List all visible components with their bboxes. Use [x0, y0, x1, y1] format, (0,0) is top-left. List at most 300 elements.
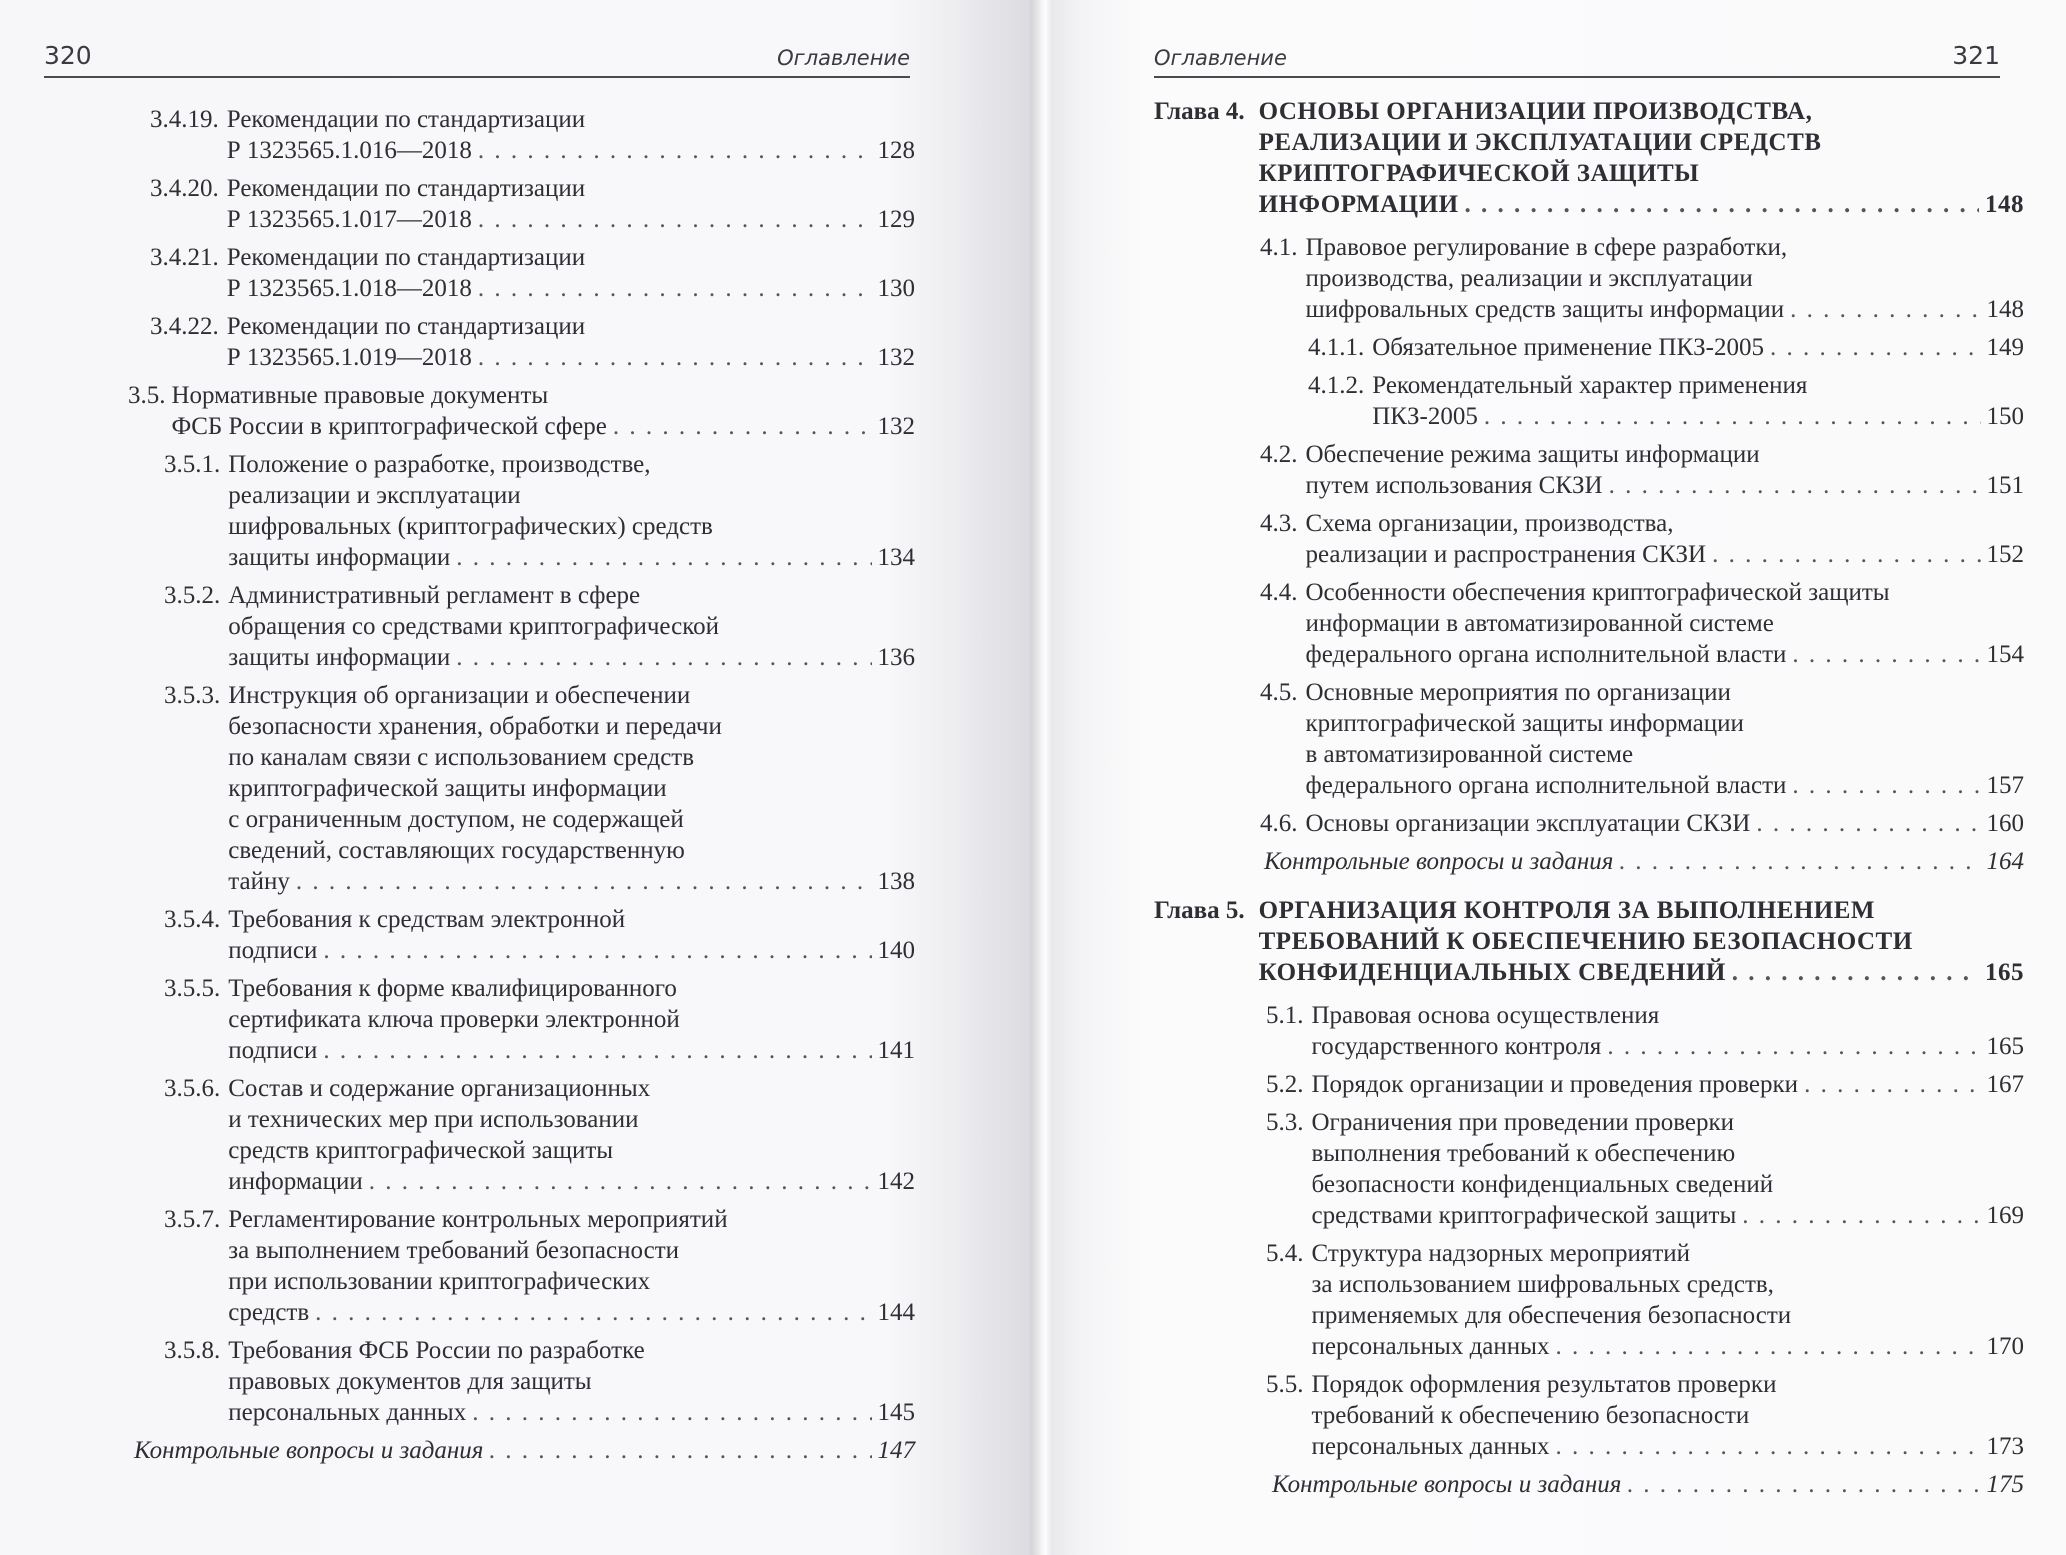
title-last-line [228, 1166, 915, 1197]
toc-entry-row [164, 1335, 915, 1428]
title-line: ОСНОВЫ ОРГАНИЗАЦИИ ПРОИЗВОДСТВА, [1258, 98, 1813, 125]
title-line: реализации и распространения СКЗИ [1305, 541, 1707, 568]
toc-entry-row [1154, 96, 2024, 220]
dot-leader [1609, 470, 1981, 501]
toc-control-questions[interactable] [134, 1435, 915, 1466]
title-line: Правовая основа осуществления [1311, 1002, 1660, 1029]
title-line: Положение о разработке, производстве, [228, 451, 651, 478]
title-last-line [227, 342, 915, 373]
section-title [172, 380, 916, 442]
section-number: 3.4.19. [150, 106, 219, 133]
title-last-line [227, 273, 915, 304]
title-last-line [1372, 332, 2024, 363]
title-line: Правовое регулирование в сфере разработки, [1305, 234, 1788, 261]
title-line: Р 1323565.1.017—2018 [226, 206, 472, 233]
title-line: КРИПТОГРАФИЧЕСКОЙ ЗАЩИТЫ [1258, 160, 1700, 187]
title-line: безопасности конфиденциальных сведений [1311, 1171, 1774, 1198]
toc-entry[interactable] [1260, 808, 2024, 839]
title-line: сертификата ключа проверки электронной [228, 1006, 680, 1033]
title-last-line [227, 204, 915, 235]
page-reference[interactable]: 173 [1986, 1433, 2024, 1460]
title-line: информации в автоматизированной системе [1305, 610, 1774, 637]
title-line: реализации и эксплуатации [228, 482, 521, 509]
left-page-number: 320 [44, 41, 92, 70]
title-line: Административный регламент в сфере [228, 582, 641, 609]
section-title [1259, 96, 2024, 220]
section-number: 4.6. [1260, 810, 1298, 837]
section-number: 3.5.7. [164, 1206, 221, 1233]
right-page-number: 321 [1952, 41, 2000, 70]
dot-leader [1770, 332, 1981, 363]
title-line: персональных данных [228, 1399, 467, 1426]
toc-entry[interactable] [128, 380, 915, 442]
title-line: Схема организации, производства, [1305, 510, 1674, 537]
dot-leader [1627, 1469, 1980, 1500]
title-line: за выполнением требований безопасности [228, 1237, 679, 1264]
title-last-line [1259, 957, 2024, 988]
page-reference[interactable]: 132 [877, 344, 915, 371]
title-line: с ограниченным доступом, не содержащей [228, 806, 684, 833]
title-line: подписи [228, 1037, 318, 1064]
title-line: Порядок организации и проведения проверки [1311, 1071, 1799, 1098]
toc-entry-row [1266, 1107, 2024, 1231]
title-line: защиты информации [228, 644, 451, 671]
toc-entry-row [1266, 1000, 2024, 1062]
section-number: 3.5.3. [164, 682, 221, 709]
right-running-title: Оглавление [1154, 46, 1287, 70]
right-toc-list [1154, 96, 2024, 1507]
title-line: за использованием шифровальных средств, [1311, 1271, 1774, 1298]
dot-leader [1484, 401, 1981, 432]
section-title [228, 1335, 915, 1428]
title-last-line [1312, 1331, 2025, 1362]
page-reference[interactable]: 129 [877, 206, 915, 233]
dot-leader [315, 1297, 871, 1328]
dot-leader [1607, 1031, 1980, 1062]
section-title [228, 580, 915, 673]
title-line: Р 1323565.1.018—2018 [226, 275, 472, 302]
toc-entry-row [150, 311, 915, 373]
dot-leader [489, 1435, 871, 1466]
section-number: 3.5. [128, 382, 166, 409]
toc-entry[interactable] [164, 580, 915, 673]
toc-entry-row [150, 173, 915, 235]
section-number: 4.5. [1260, 679, 1298, 706]
title-line: Рекомендации по стандартизации [226, 313, 586, 340]
toc-entry[interactable] [1266, 1238, 2024, 1362]
toc-entry[interactable] [1266, 1069, 2024, 1100]
dot-leader [296, 866, 872, 897]
toc-entry-row [1272, 1469, 2024, 1500]
page-reference[interactable]: 142 [877, 1168, 915, 1195]
toc-entry-row [164, 680, 915, 897]
section-number: 3.5.1. [164, 451, 221, 478]
section-number: 3.5.5. [164, 975, 221, 1002]
title-line: Р 1323565.1.019—2018 [226, 344, 472, 371]
dot-leader [456, 542, 871, 573]
toc-control-questions[interactable] [1272, 1469, 2024, 1500]
title-line: правовых документов для защиты [228, 1368, 592, 1395]
dot-leader [1804, 1069, 1980, 1100]
title-last-line [1312, 1069, 2025, 1100]
title-line: производства, реализации и эксплуатации [1305, 265, 1753, 292]
toc-entry[interactable] [150, 173, 915, 235]
title-line: персональных данных [1311, 1433, 1550, 1460]
title-last-line [228, 1297, 915, 1328]
page-reference[interactable]: 134 [877, 544, 915, 571]
toc-entry[interactable] [1260, 508, 2024, 570]
title-last-line [1306, 808, 2025, 839]
section-title [1259, 895, 2024, 988]
title-line: Обязательное применение ПКЗ-2005 [1372, 334, 1764, 361]
title-line: защиты информации [228, 544, 451, 571]
section-title [1312, 1000, 2025, 1062]
page-reference[interactable]: 154 [1986, 641, 2024, 668]
section-title [1306, 508, 2025, 570]
title-line: применяемых для обеспечения безопасности [1311, 1302, 1792, 1329]
section-title [1372, 332, 2024, 363]
section-number: 4.1. [1260, 234, 1298, 261]
section-number: 3.5.4. [164, 906, 221, 933]
dot-leader [1742, 1200, 1980, 1231]
page-reference[interactable]: 149 [1986, 334, 2024, 361]
section-title [227, 104, 915, 166]
title-line: Рекомендательный характер применения [1372, 372, 1808, 399]
title-last-line [1306, 539, 2025, 570]
section-title [227, 173, 915, 235]
toc-entry[interactable] [1308, 370, 2024, 432]
title-line: Основные мероприятия по организации [1305, 679, 1731, 706]
page-reference[interactable]: 164 [1986, 848, 2024, 875]
section-number: 5.1. [1266, 1002, 1304, 1029]
section-number: 5.5. [1266, 1371, 1304, 1398]
title-line: Основы организации эксплуатации СКЗИ [1305, 810, 1751, 837]
title-last-line [227, 135, 915, 166]
section-title [228, 449, 915, 573]
toc-entry[interactable] [150, 242, 915, 304]
page-reference[interactable]: 151 [1986, 472, 2024, 499]
page-reference[interactable]: 136 [877, 644, 915, 671]
toc-entry-row [1266, 1369, 2024, 1462]
dot-leader [478, 135, 872, 166]
toc-entry-row [1260, 508, 2024, 570]
title-line: Порядок оформления результатов проверки [1311, 1371, 1777, 1398]
right-page [1040, 0, 2066, 1555]
dot-leader [1555, 1431, 1980, 1462]
toc-entry-row [134, 1435, 915, 1466]
toc-entry-row [150, 104, 915, 166]
toc-entry-row [164, 580, 915, 673]
section-number: 4.1.1. [1308, 334, 1365, 361]
title-last-line [1306, 639, 2025, 670]
title-line: федерального органа исполнительной власти [1305, 772, 1787, 799]
toc-entry-row [1260, 439, 2024, 501]
title-last-line [1312, 1431, 2025, 1462]
toc-entry-row [164, 1073, 915, 1197]
section-number: 4.2. [1260, 441, 1298, 468]
section-title [1312, 1069, 2025, 1100]
page-reference[interactable]: 147 [877, 1437, 915, 1464]
dot-leader [478, 342, 872, 373]
title-line: федерального органа исполнительной власти [1305, 641, 1787, 668]
page-reference[interactable]: 152 [1986, 541, 2024, 568]
toc-entry[interactable] [164, 1073, 915, 1197]
title-last-line [228, 542, 915, 573]
toc-entry-row [1260, 677, 2024, 801]
title-line: ИНФОРМАЦИИ [1258, 191, 1459, 218]
page-reference[interactable]: 141 [877, 1037, 915, 1064]
section-title [228, 904, 915, 966]
dot-leader [478, 273, 872, 304]
section-number: 3.5.8. [164, 1337, 221, 1364]
toc-chapter-heading[interactable] [1154, 895, 2024, 988]
toc-entry[interactable] [1260, 232, 2024, 325]
section-number: 4.1.2. [1308, 372, 1365, 399]
title-line: Состав и содержание организационных [228, 1075, 651, 1102]
title-line: шифровальных средств защиты информации [1305, 296, 1785, 323]
title-line: Контрольные вопросы и задания [1264, 848, 1614, 875]
title-line: Регламентирование контрольных мероприятий [228, 1206, 728, 1233]
toc-entry-row [1154, 895, 2024, 988]
dot-leader [1465, 189, 1979, 220]
section-title [1306, 677, 2025, 801]
toc-entry[interactable] [164, 904, 915, 966]
section-title [1306, 232, 2025, 325]
title-last-line [228, 1035, 915, 1066]
toc-entry-row [150, 242, 915, 304]
title-last-line [228, 1397, 915, 1428]
dot-leader [323, 935, 871, 966]
title-line: требований к обеспечению безопасности [1311, 1402, 1750, 1429]
page-reference[interactable]: 167 [1986, 1071, 2024, 1098]
title-line: и технических мер при использовании [228, 1106, 639, 1133]
section-title [1264, 846, 2024, 877]
title-line: Ограничения при проведении проверки [1311, 1109, 1735, 1136]
title-last-line [228, 866, 915, 897]
title-line: тайну [228, 868, 290, 895]
title-line: ФСБ России в криптографической сфере [171, 413, 607, 440]
page-reference[interactable]: 160 [1986, 810, 2024, 837]
dot-leader [1619, 846, 1980, 877]
title-line: средств [228, 1299, 310, 1326]
page-reference[interactable]: 138 [877, 868, 915, 895]
section-number: 3.4.21. [150, 244, 219, 271]
left-running-head [44, 28, 910, 78]
toc-entry[interactable] [150, 311, 915, 373]
page-reference[interactable]: 140 [877, 937, 915, 964]
title-last-line [134, 1435, 915, 1466]
dot-leader [613, 411, 872, 442]
page-reference[interactable]: 150 [1986, 403, 2024, 430]
title-line: Требования к средствам электронной [228, 906, 626, 933]
left-running-title: Оглавление [777, 46, 910, 70]
book-gutter [1030, 0, 1052, 1555]
title-last-line [1312, 1200, 2025, 1231]
toc-entry[interactable] [1266, 1000, 2024, 1062]
toc-chapter-heading[interactable] [1154, 96, 2024, 220]
toc-entry-row [164, 904, 915, 966]
title-line: безопасности хранения, обработки и передачи [228, 713, 722, 740]
title-line: подписи [228, 937, 318, 964]
section-number: Глава 4. [1154, 98, 1245, 125]
title-last-line [1312, 1031, 2025, 1062]
title-last-line [1272, 1469, 2024, 1500]
toc-entry-row [1260, 808, 2024, 839]
toc-entry-row [164, 1204, 915, 1328]
dot-leader [1732, 957, 1979, 988]
toc-entry-row [1264, 846, 2024, 877]
title-line: РЕАЛИЗАЦИИ И ЭКСПЛУАТАЦИИ СРЕДСТВ [1258, 129, 1822, 156]
title-line: Рекомендации по стандартизации [226, 175, 586, 202]
toc-entry-row [1266, 1238, 2024, 1362]
section-title [228, 680, 915, 897]
title-line: ТРЕБОВАНИЙ К ОБЕСПЕЧЕНИЮ БЕЗОПАСНОСТИ [1258, 928, 1913, 955]
title-line: Контрольные вопросы и задания [134, 1437, 484, 1464]
page-reference[interactable]: 169 [1986, 1202, 2024, 1229]
title-line: Контрольные вопросы и задания [1272, 1471, 1622, 1498]
toc-control-questions[interactable] [1264, 846, 2024, 877]
title-line: Р 1323565.1.016—2018 [226, 137, 472, 164]
toc-entry-row [164, 973, 915, 1066]
title-line: Обеспечение режима защиты информации [1305, 441, 1760, 468]
toc-entry[interactable] [1308, 332, 2024, 363]
right-running-head [1154, 28, 2000, 78]
title-line: Требования ФСБ России по разработке [228, 1337, 645, 1364]
toc-entry[interactable] [164, 449, 915, 573]
title-line: ПКЗ-2005 [1372, 403, 1478, 430]
section-title [134, 1435, 915, 1466]
toc-entry[interactable] [150, 104, 915, 166]
page-reference[interactable]: 148 [1986, 296, 2024, 323]
toc-entry[interactable] [1260, 677, 2024, 801]
title-line: при использовании криптографических [228, 1268, 651, 1295]
section-number: Глава 5. [1154, 897, 1245, 924]
dot-leader [369, 1166, 872, 1197]
section-title [1306, 808, 2025, 839]
section-title [1306, 439, 2025, 501]
page-reference[interactable]: 128 [877, 137, 915, 164]
page-reference[interactable]: 175 [1986, 1471, 2024, 1498]
title-line: в автоматизированной системе [1305, 741, 1634, 768]
title-line: по каналам связи с использованием средств [228, 744, 695, 771]
title-line: путем использования СКЗИ [1305, 472, 1603, 499]
section-title [1306, 577, 2025, 670]
page-reference[interactable]: 148 [1985, 191, 2024, 218]
dot-leader [1756, 808, 1980, 839]
section-title [1372, 370, 2024, 432]
section-title [1312, 1107, 2025, 1231]
title-line: информации [228, 1168, 363, 1195]
section-title [227, 242, 915, 304]
section-number: 3.5.6. [164, 1075, 221, 1102]
title-line: ОРГАНИЗАЦИЯ КОНТРОЛЯ ЗА ВЫПОЛНЕНИЕМ [1258, 897, 1876, 924]
title-line: криптографической защиты информации [228, 775, 667, 802]
title-line: Инструкция об организации и обеспечении [228, 682, 691, 709]
page-reference[interactable]: 144 [877, 1299, 915, 1326]
toc-entry[interactable] [1266, 1107, 2024, 1231]
title-line: сведений, составляющих государственную [228, 837, 685, 864]
page-reference[interactable]: 165 [1985, 959, 2024, 986]
section-number: 3.4.20. [150, 175, 219, 202]
toc-entry[interactable] [1260, 577, 2024, 670]
toc-entry-row [1260, 232, 2024, 325]
title-line: Рекомендации по стандартизации [226, 244, 586, 271]
toc-entry-row [128, 380, 915, 442]
toc-entry[interactable] [164, 1204, 915, 1328]
title-line: КОНФИДЕНЦИАЛЬНЫХ СВЕДЕНИЙ [1258, 959, 1726, 986]
toc-entry[interactable] [164, 973, 915, 1066]
section-title [1312, 1238, 2025, 1362]
toc-entry-row [1266, 1069, 2024, 1100]
section-title [228, 1204, 915, 1328]
dot-leader [456, 642, 871, 673]
toc-entry-row [164, 449, 915, 573]
dot-leader [1712, 539, 1980, 570]
left-toc-list [128, 104, 915, 1473]
title-line: шифровальных (криптографических) средств [228, 513, 713, 540]
title-line: Рекомендации по стандартизации [226, 106, 586, 133]
title-line: выполнения требований к обеспечению [1311, 1140, 1736, 1167]
title-last-line [1306, 294, 2025, 325]
section-title [227, 311, 915, 373]
title-line: криптографической защиты информации [1305, 710, 1744, 737]
toc-entry-row [1308, 332, 2024, 363]
title-line: персональных данных [1311, 1333, 1550, 1360]
title-line: обращения со средствами криптографической [228, 613, 719, 640]
page-reference[interactable]: 145 [877, 1399, 915, 1426]
page-reference[interactable]: 157 [1986, 772, 2024, 799]
dot-leader [478, 204, 872, 235]
section-number: 4.4. [1260, 579, 1298, 606]
title-line: Структура надзорных мероприятий [1311, 1240, 1691, 1267]
page-reference[interactable]: 132 [877, 413, 915, 440]
title-last-line [1259, 189, 2024, 220]
section-number: 5.3. [1266, 1109, 1304, 1136]
title-last-line [228, 935, 915, 966]
title-last-line [172, 411, 916, 442]
toc-entry[interactable] [164, 1335, 915, 1428]
dot-leader [1790, 294, 1980, 325]
toc-entry-row [1308, 370, 2024, 432]
section-number: 3.5.2. [164, 582, 221, 609]
toc-entry[interactable] [1260, 439, 2024, 501]
dot-leader [1555, 1331, 1980, 1362]
title-last-line [228, 642, 915, 673]
title-last-line [1372, 401, 2024, 432]
dot-leader [472, 1397, 871, 1428]
page-reference[interactable]: 170 [1986, 1333, 2024, 1360]
dot-leader [1792, 770, 1980, 801]
page-reference[interactable]: 130 [877, 275, 915, 302]
title-last-line [1264, 846, 2024, 877]
title-last-line [1306, 770, 2025, 801]
section-title [1272, 1469, 2024, 1500]
dot-leader [323, 1035, 871, 1066]
section-title [228, 973, 915, 1066]
toc-entry[interactable] [164, 680, 915, 897]
title-line: средствами криптографической защиты [1311, 1202, 1737, 1229]
title-line: Нормативные правовые документы [171, 382, 549, 409]
section-title [1312, 1369, 2025, 1462]
toc-entry-row [1260, 577, 2024, 670]
toc-entry[interactable] [1266, 1369, 2024, 1462]
section-title [228, 1073, 915, 1197]
section-number: 5.2. [1266, 1071, 1304, 1098]
title-line: средств криптографической защиты [228, 1137, 614, 1164]
section-number: 4.3. [1260, 510, 1298, 537]
page-reference[interactable]: 165 [1986, 1033, 2024, 1060]
title-last-line [1306, 470, 2025, 501]
